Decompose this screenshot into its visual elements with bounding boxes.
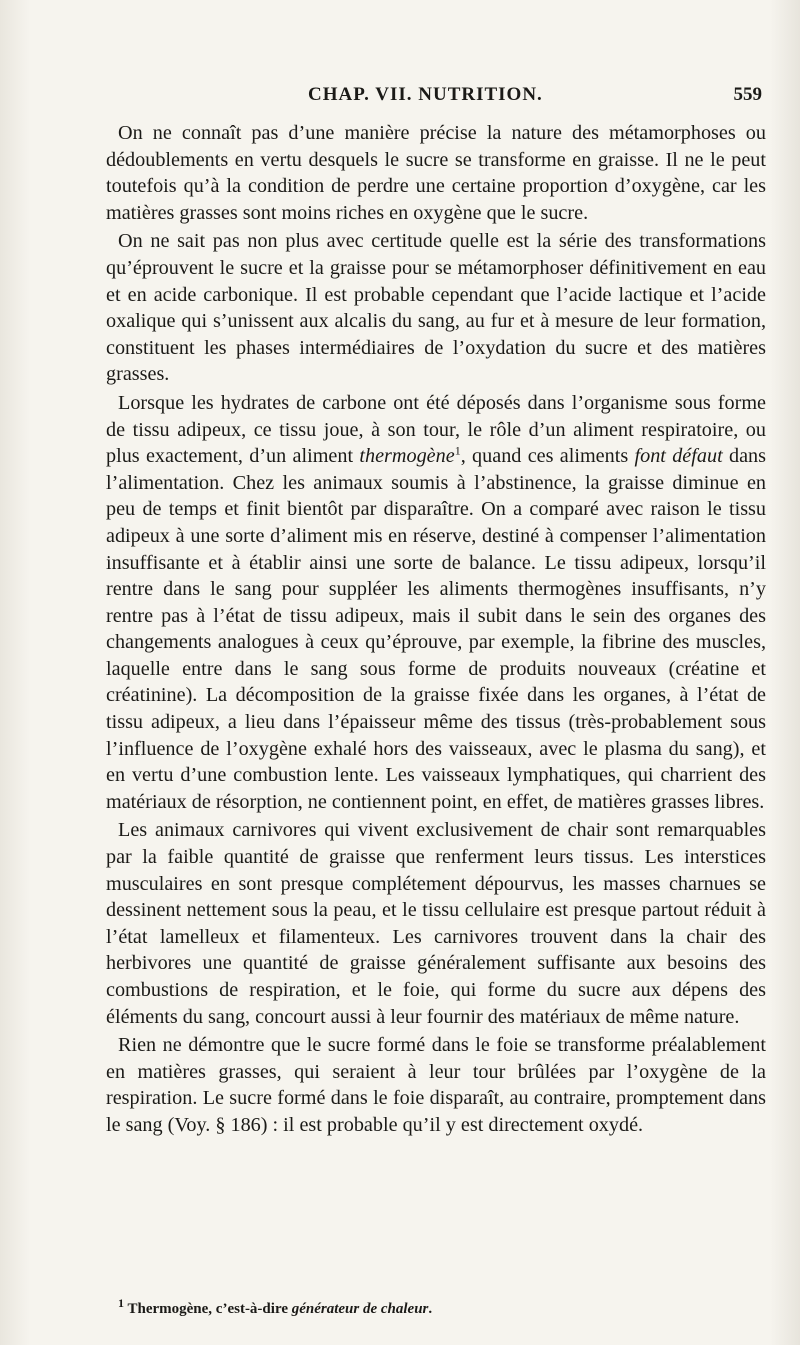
body-text xyxy=(106,120,766,1141)
footnote-reference: 1 xyxy=(454,443,461,458)
paragraph-3 xyxy=(106,390,766,816)
paragraph-3-text-a: Lorsque les hydrates de carbone ont été déposés dans l’organisme sous forme de tissu adipeux, ce tissu joue, à son tour, le rôle d’un aliment respiratoire, ou plus exactement, d’un aliment xyxy=(106,391,766,468)
term-font-defaut: font défaut xyxy=(634,445,723,468)
footnote-emphasis: générateur de chaleur xyxy=(291,1301,429,1317)
running-title: CHAP. VII. NUTRITION. xyxy=(308,84,543,105)
paragraph-3-text-c: dans l’alimentation. Chez les animaux soumis à l’abstinence, la graisse diminue en peu de temps et finit bientôt par disparaître. On a comparé avec raison le tissu adipeux à une sorte d’aliment mis en réserve, destiné à compenser l’alimentation insuffisante et à établir ainsi une sorte de balance. Le tissu adipeux, lorsqu’il rentre dans le sang pour suppléer les aliments thermogènes insuffisants, n’y rentre pas à l’état de tissu adipeux, mais il subit dans le sein des organes des changements analogues à ceux qu’éprouve, par exemple, la fibrine des muscles, laquelle entre dans le sang sous forme de produits nouveaux (créatine et créatinine). La décomposition de la graisse fixée dans les organes, à l’état de tissu adipeux, a lieu dans l’épaisseur même des tissus (très-probablement sous l’influence de l’oxygène exhalé hors des vaisseaux, avec le plasma du sang), et en vertu d’une combustion lente. Les vaisseaux lymphatiques, qui charrient des matériaux de résorption, ne contiennent point, en effet, de matières grasses libres. xyxy=(106,445,766,813)
page-header xyxy=(108,84,762,114)
footnote-marker: 1 xyxy=(118,1296,124,1310)
footnote xyxy=(118,1296,758,1318)
paragraph-2: On ne sait pas non plus avec certitude quelle est la série des transformations qu’éprouvent le sucre et la graisse pour se métamorphoser définitivement en eau et en acide carbonique. Il est probable cependant que l’acide lactique et l’acide oxalique qui s’unissent aux alcalis du sang, au fur et à mesure de leur formation, constituent les phases intermédiaires de l’oxydation du sucre et des matières grasses. xyxy=(106,230,766,386)
paragraph-3-text-b: , quand ces aliments xyxy=(460,445,635,468)
paragraph-5: Rien ne démontre que le sucre formé dans le foie se transforme préalablement en matières grasses, qui seraient à leur tour brûlées par l’oxygène de la respiration. Le sucre formé dans le foie disparaît, au contraire, promptement dans le sang (Voy. § 186) : il est probable qu’il y est directement oxydé. xyxy=(106,1034,766,1136)
page-number: 559 xyxy=(733,84,762,105)
footnote-text-a: Thermogène, c’est-à-dire xyxy=(124,1301,292,1317)
term-thermogene: thermogène xyxy=(359,445,455,468)
paragraph-1: On ne connaît pas d’une manière précise la nature des métamorphoses ou dédoublements en vertu desquels le sucre se transforme en graisse. Il ne le peut toutefois qu’à la condition de perdre une certaine proportion d’oxygène, car les matières grasses sont moins riches en oxygène que le sucre. xyxy=(106,122,766,224)
paragraph-4: Les animaux carnivores qui vivent exclusivement de chair sont remarquables par la faible quantité de graisse que renferment leurs tissus. Les interstices musculaires en sont presque complétement dépourvus, les masses charnues se dessinent nettement sous la peau, et le tissu cellulaire est presque partout réduit à l’état lamelleux et filamenteux. Les carnivores trouvent dans la chair des herbivores une quantité de graisse généralement suffisante aux besoins des combustions de respiration, et le foie, qui forme du sucre aux dépens des éléments du sang, concourt aussi à leur fournir des matériaux de même nature. xyxy=(106,819,766,1028)
footnote-text-b: . xyxy=(428,1301,433,1317)
